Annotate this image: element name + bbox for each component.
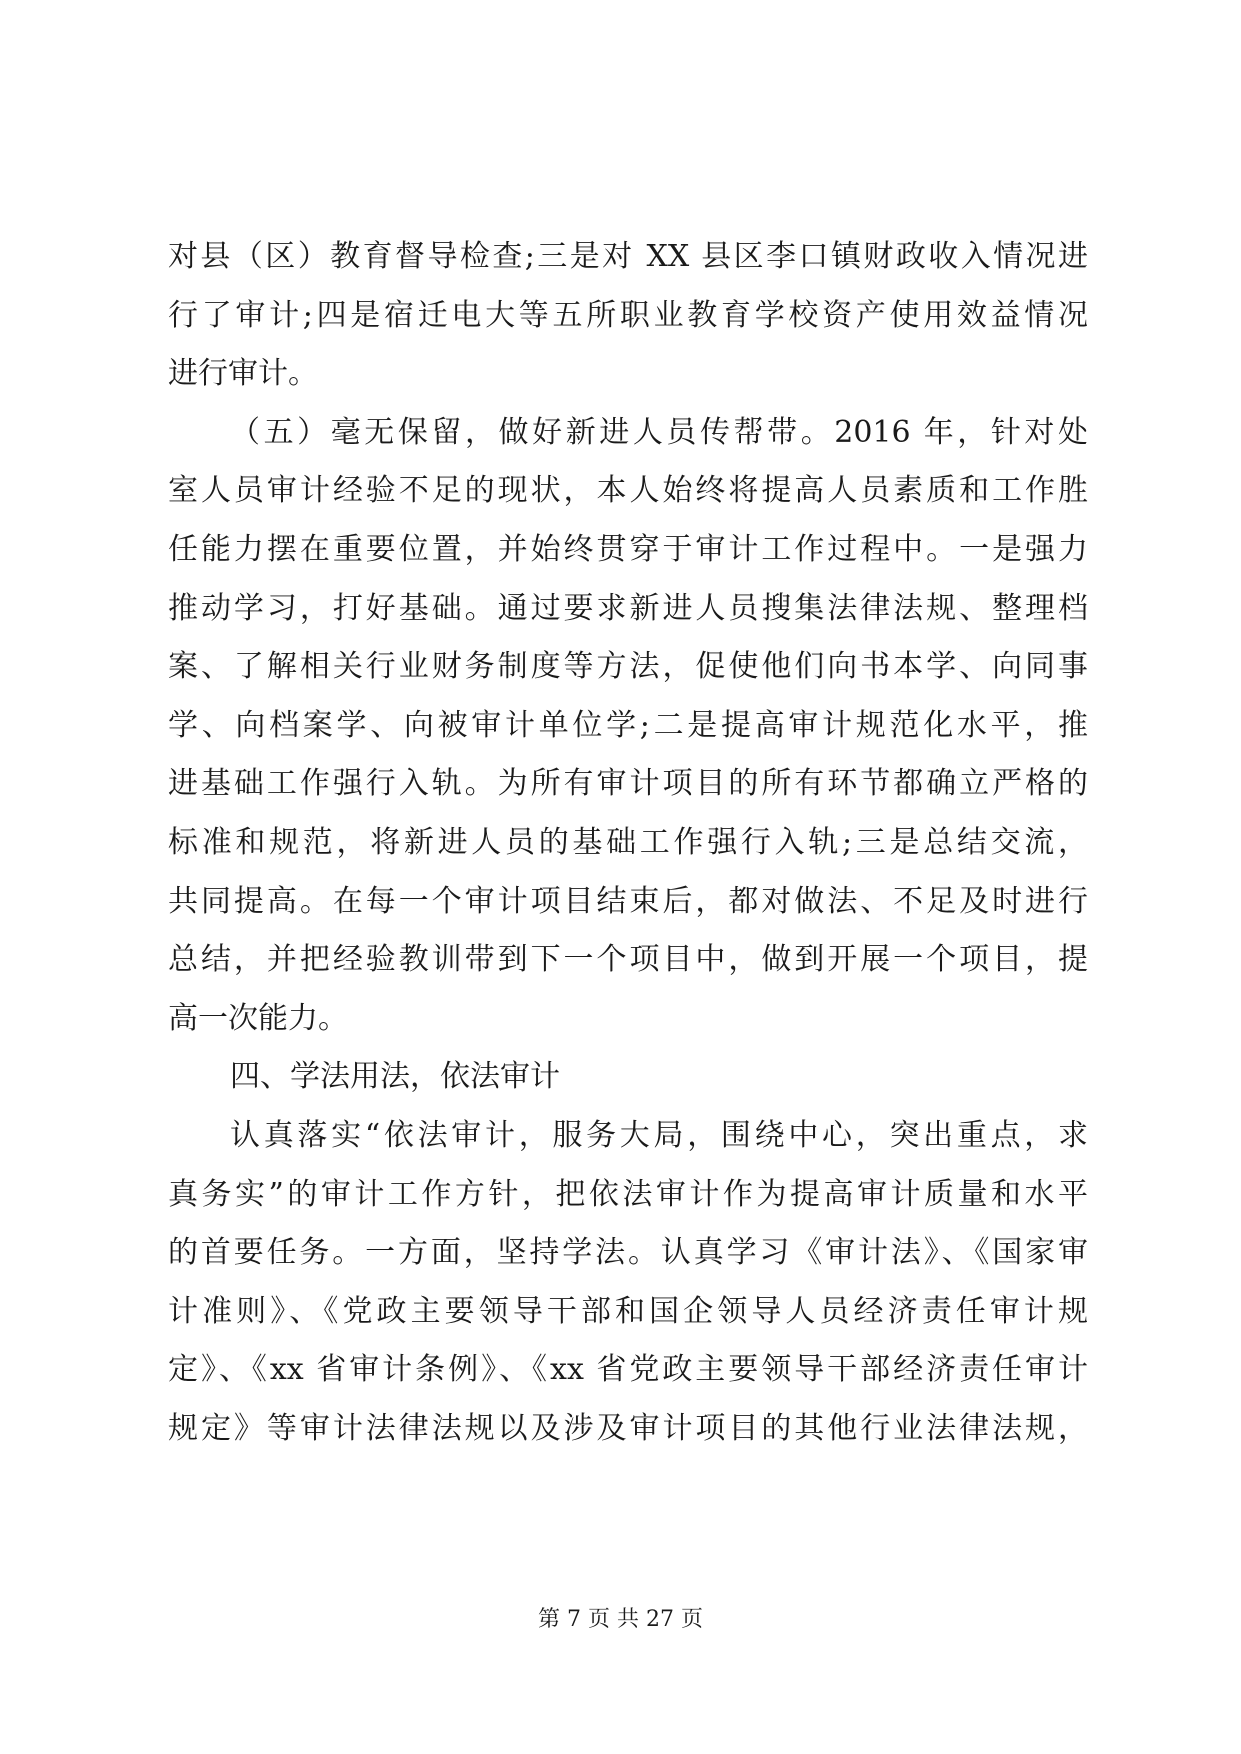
text-line: 共同提高。在每一个审计项目结束后，都对做法、不足及时进行 xyxy=(168,883,1088,919)
text-line: 规定》等审计法律法规以及涉及审计项目的其他行业法律法规， xyxy=(168,1410,1088,1446)
text-line: 案、了解相关行业财务制度等方法，促使他们向书本学、向同事 xyxy=(168,649,1088,685)
text-line: 四、学法用法，依法审计 xyxy=(230,1059,560,1095)
text-line: 认真落实“依法审计，服务大局，围绕中心，突出重点，求 xyxy=(230,1117,1088,1153)
body-text xyxy=(168,228,1088,1458)
text-line: 标准和规范，将新进人员的基础工作强行入轨;三是总结交流， xyxy=(168,824,1088,860)
text-line: 对县（区）教育督导检查;三是对 XX 县区李口镇财政收入情况进 xyxy=(168,239,1088,274)
text-line: 定》、《xx 省审计条例》、《xx 省党政主要领导干部经济责任审计 xyxy=(168,1352,1088,1388)
text-line: 进行审计。 xyxy=(168,356,318,392)
text-line: 学、向档案学、向被审计单位学;二是提高审计规范化水平，推 xyxy=(168,707,1088,743)
text-line: 真务实”的审计工作方针，把依法审计作为提高审计质量和水平 xyxy=(168,1176,1088,1212)
text-line: 的首要任务。一方面，坚持学法。认真学习《审计法》、《国家审 xyxy=(168,1235,1088,1271)
text-line: 任能力摆在重要位置，并始终贯穿于审计工作过程中。一是强力 xyxy=(168,531,1088,567)
text-line: 推动学习，打好基础。通过要求新进人员搜集法律法规、整理档 xyxy=(168,590,1088,626)
text-line: 高一次能力。 xyxy=(168,1000,348,1036)
text-line: 进基础工作强行入轨。为所有审计项目的所有环节都确立严格的 xyxy=(168,766,1088,802)
text-line: 计准则》、《党政主要领导干部和国企领导人员经济责任审计规 xyxy=(168,1293,1088,1329)
text-line: 总结，并把经验教训带到下一个项目中，做到开展一个项目，提 xyxy=(168,942,1088,978)
page-footer: 第 7 页 共 27 页 xyxy=(538,1607,703,1632)
text-line: 行了审计;四是宿迁电大等五所职业教育学校资产使用效益情况 xyxy=(168,297,1088,333)
text-line: 室人员审计经验不足的现状，本人始终将提高人员素质和工作胜 xyxy=(168,473,1088,509)
text-line: （五）毫无保留，做好新进人员传帮带。2016 年，针对处 xyxy=(230,414,1088,450)
